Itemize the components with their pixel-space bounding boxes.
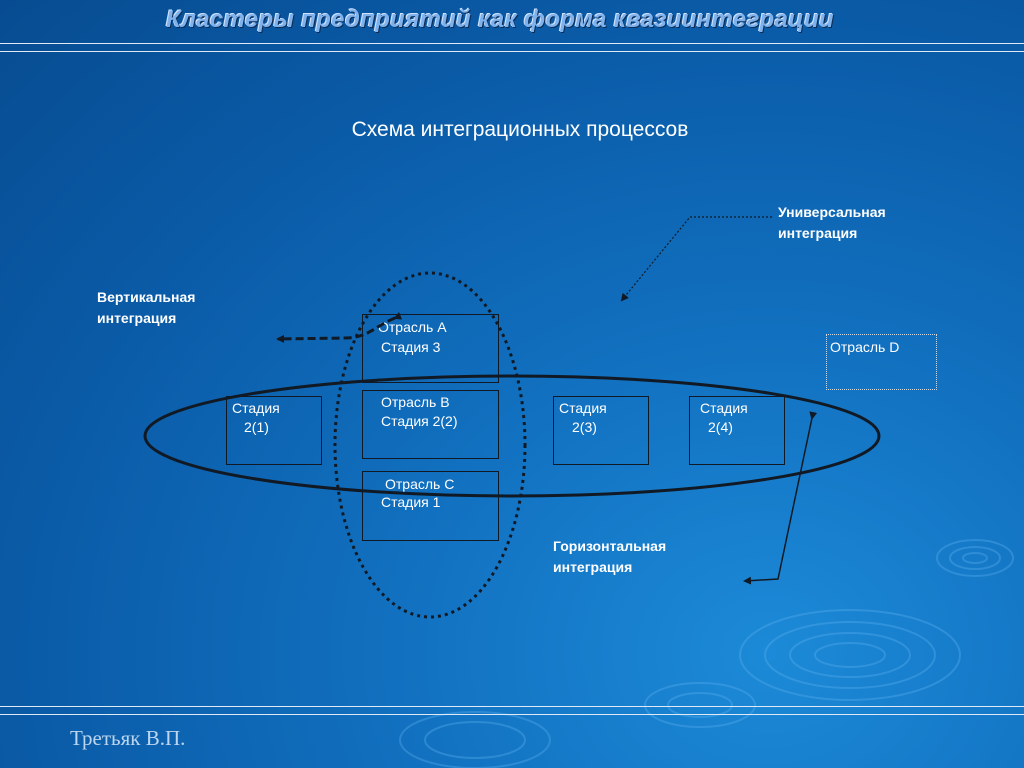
industry-a-name: Отрасль А <box>378 319 447 335</box>
vertical-integration-ellipse <box>335 273 525 617</box>
vertical-integration-label-line2: интеграция <box>97 310 177 326</box>
slide-title: Кластеры предприятий как форма квазиинтеграции <box>165 6 835 33</box>
stage-2-4-line1: Стадия <box>700 400 748 416</box>
industry-b-name: Отрасль В <box>381 394 450 410</box>
horizontal-integration-label-line1: Горизонтальная <box>553 538 667 554</box>
horizontal-integration-arrow <box>745 418 812 581</box>
stage-2-3-line1: Стадия <box>559 400 607 416</box>
industry-a-stage: Стадия 3 <box>381 339 441 355</box>
stage-2-1-line1: Стадия <box>232 400 280 416</box>
diagram-subtitle: Схема интеграционных процессов <box>351 118 689 141</box>
industry-c-stage: Стадия 1 <box>381 494 441 510</box>
author-footer: Третьяк В.П. <box>70 726 186 750</box>
vertical-integration-arrow <box>278 318 395 339</box>
universal-integration-label-line2: интеграция <box>778 225 858 241</box>
industry-d-name: Отрасль D <box>830 339 900 355</box>
stage-2-3-line2: 2(3) <box>572 419 597 435</box>
universal-integration-arrow <box>622 217 772 300</box>
horizontal-integration-label-line2: интеграция <box>553 559 633 575</box>
stage-2-4-line2: 2(4) <box>708 419 733 435</box>
horizontal-integration-ellipse <box>145 376 879 496</box>
vertical-integration-label-line1: Вертикальная <box>97 289 196 305</box>
industry-c-name: Отрасль С <box>385 476 455 492</box>
footer-divider-top <box>0 706 1024 707</box>
stage-2-1-line2: 2(1) <box>244 419 269 435</box>
universal-integration-label-line1: Универсальная <box>778 204 886 220</box>
industry-b-stage: Стадия 2(2) <box>381 413 458 429</box>
footer-divider-bottom <box>0 714 1024 715</box>
